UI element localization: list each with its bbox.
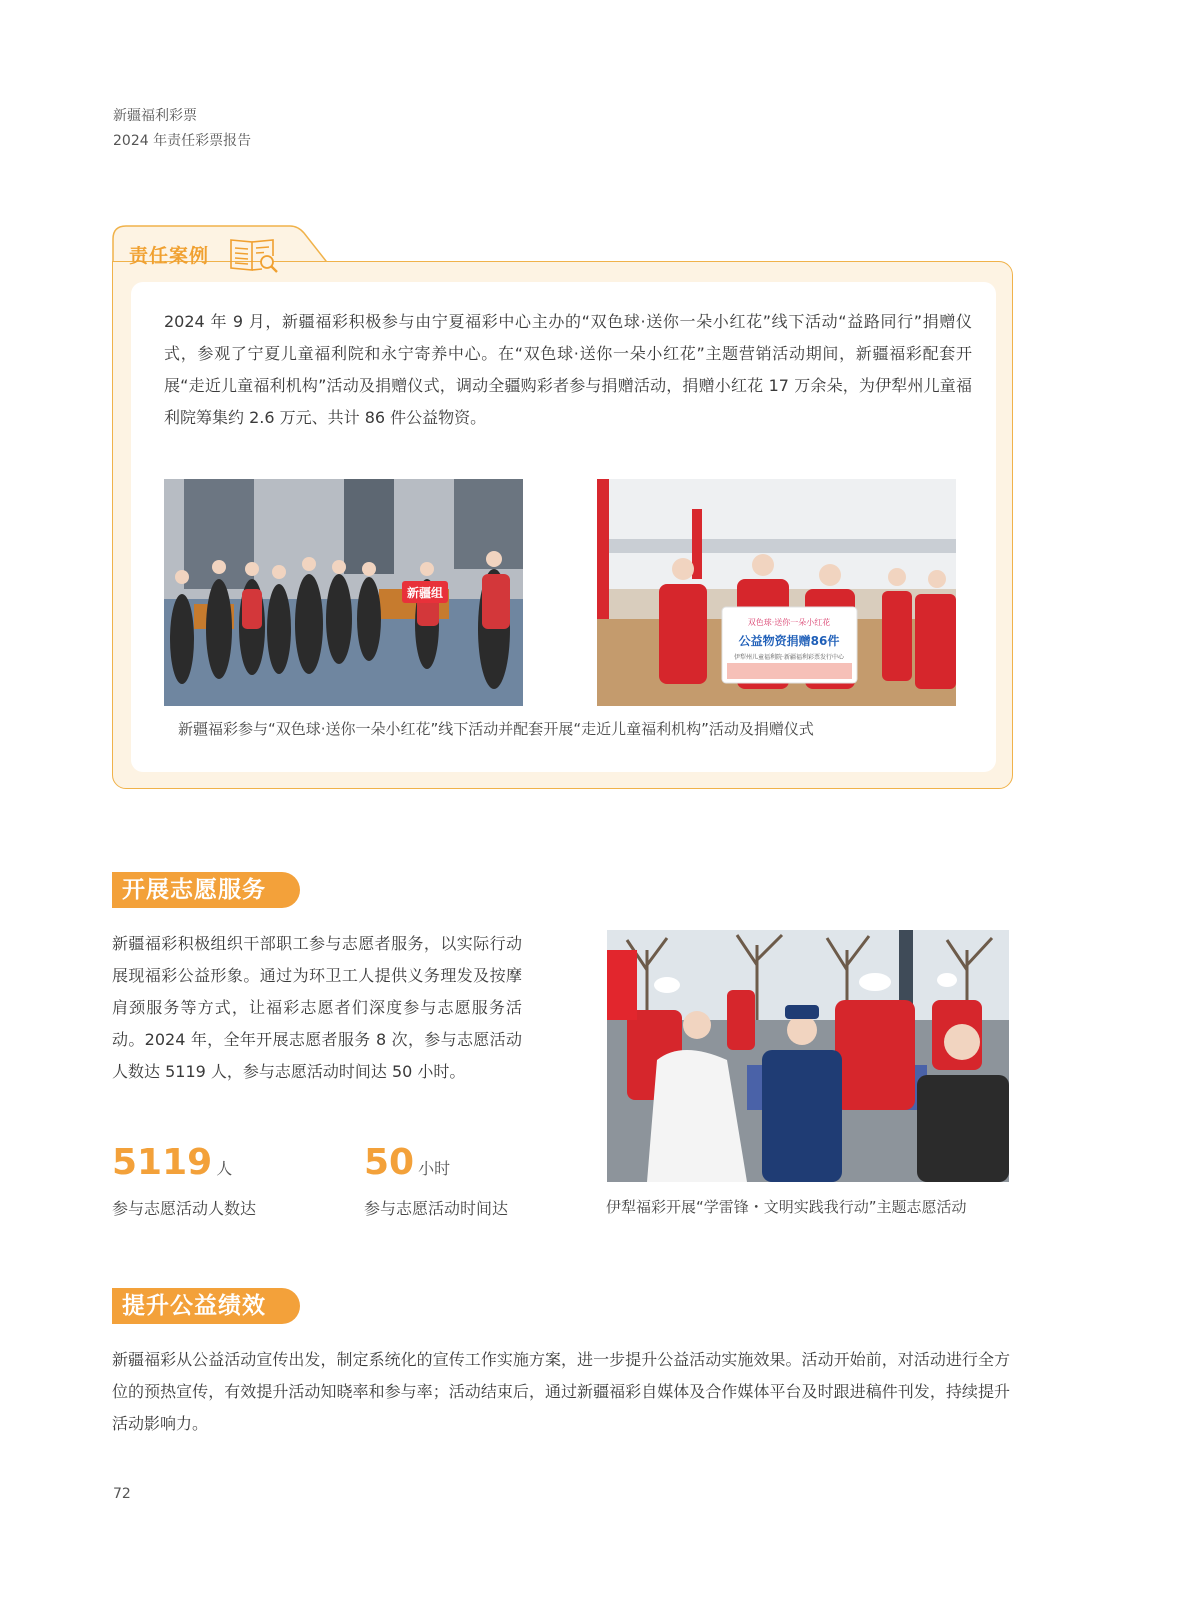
- stat-hours-unit: 小时: [418, 1159, 451, 1178]
- case-photo-caption: 新疆福彩参与“双色球·送你一朵小红花”线下活动并配套开展“走近儿童福利机构”活动及捐赠仪式: [178, 720, 814, 738]
- photo-sign-text: 新疆组: [406, 586, 444, 600]
- stat-volunteers: [112, 1143, 232, 1189]
- volunteer-photo-caption: 伊犁福彩开展“学雷锋・文明实践我行动”主题志愿活动: [606, 1198, 967, 1216]
- case-paragraph: 2024 年 9 月，新疆福彩积极参与由宁夏福彩中心主办的“双色球·送你一朵小红花”线下活动“益路同行”捐赠仪式，参观了宁夏儿童福利院和永宁寄养中心。在“双色球·送你一朵小红花”主题营销活动期间，新疆福彩配套开展“走近儿童福利机构”活动及捐赠仪式，调动全疆购彩者参与捐赠活动，捐赠小红花 17 万余朵，为伊犁州儿童福利院筹集约 2.6 万元、共计 86 件公益物资。: [164, 312, 972, 427]
- banner-main-text: 公益物资捐赠86件: [738, 634, 840, 648]
- header-report-title: 2024 年责任彩票报告: [113, 133, 252, 149]
- stat-hours-label: 参与志愿活动时间达: [364, 1199, 509, 1218]
- volunteer-photo: [607, 930, 1009, 1182]
- case-title: 责任案例: [129, 245, 210, 267]
- stat-volunteers-value: 5119: [112, 1142, 213, 1183]
- section-title-volunteer: 开展志愿服务: [112, 872, 300, 908]
- case-photo-left: [164, 479, 523, 706]
- stat-hours: [364, 1143, 450, 1189]
- banner-top-text: 双色球·送你一朵小红花: [747, 618, 831, 627]
- banner-sub-text: 伊犁州儿童福利院·新疆福利彩票发行中心: [734, 654, 844, 661]
- page-number: 72: [113, 1486, 131, 1502]
- case-photo-right: [597, 479, 956, 706]
- section-title-performance: 提升公益绩效: [112, 1288, 300, 1324]
- stat-hours-value: 50: [364, 1142, 415, 1183]
- header-org: 新疆福利彩票: [113, 108, 197, 124]
- stat-volunteers-label: 参与志愿活动人数达: [112, 1199, 257, 1218]
- stat-volunteers-unit: 人: [216, 1159, 233, 1178]
- performance-paragraph: 新疆福彩从公益活动宣传出发，制定系统化的宣传工作实施方案，进一步提升公益活动实施效果。活动开始前，对活动进行全方位的预热宣传，有效提升活动知晓率和参与率；活动结束后，通过新疆福彩自媒体及合作媒体平台及时跟进稿件刊发，持续提升活动影响力。: [112, 1350, 1010, 1433]
- volunteer-paragraph: 新疆福彩积极组织干部职工参与志愿者服务，以实际行动展现福彩公益形象。通过为环卫工人提供义务理发及按摩肩颈服务等方式，让福彩志愿者们深度参与志愿服务活动。2024 年，全年开展志愿者服务 8 次，参与志愿活动人数达 5119 人，参与志愿活动时间达 50 小时。: [112, 934, 522, 1081]
- report-header: [113, 104, 251, 154]
- book-magnifier-icon: [228, 236, 280, 274]
